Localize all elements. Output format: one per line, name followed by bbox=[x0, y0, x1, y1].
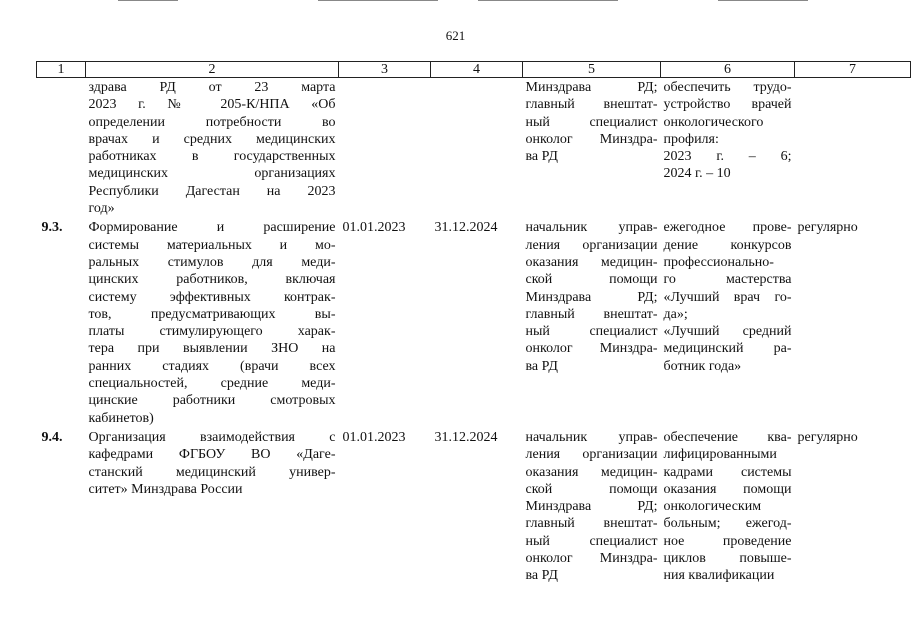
text-line: обеспечить трудо- bbox=[663, 80, 792, 95]
text-line: определении потребности во bbox=[88, 114, 336, 130]
table-row bbox=[37, 217, 911, 427]
table-row bbox=[37, 78, 911, 218]
text-line: Минздрава РД; bbox=[525, 499, 658, 515]
text-line: лифицированными bbox=[663, 447, 777, 463]
text-line: работниках в государственных bbox=[88, 149, 336, 165]
row-result bbox=[661, 78, 795, 218]
row-end-date: 31.12.2024 bbox=[434, 429, 498, 445]
text-line: начальник управ- bbox=[525, 429, 658, 445]
text-line: кабинетов) bbox=[88, 410, 154, 426]
text-line: ральных стимулов для меди- bbox=[88, 254, 336, 270]
text-line: цинские работники смотровых bbox=[88, 393, 336, 409]
row-number: 9.4. bbox=[41, 429, 63, 445]
text-line: «Лучший средний bbox=[663, 324, 792, 340]
text-line: ва РД bbox=[525, 149, 558, 165]
text-line: оказания медицин- bbox=[525, 464, 658, 480]
text-line: онколог Минздра- bbox=[525, 131, 658, 147]
row-result bbox=[661, 427, 795, 585]
text-line: да»; bbox=[663, 306, 688, 322]
row-number: 9.3. bbox=[41, 220, 63, 236]
text-line: системы материальных и мо- bbox=[88, 237, 336, 253]
row-end-date: 31.12.2024 bbox=[434, 220, 498, 236]
text-line: обеспечение ква- bbox=[663, 429, 792, 445]
text-line: ный специалист bbox=[525, 114, 658, 130]
text-line: год» bbox=[88, 201, 115, 217]
column-header-1: 1 bbox=[37, 62, 86, 78]
text-line: главный внештат- bbox=[525, 516, 658, 532]
column-header-4: 4 bbox=[431, 62, 523, 78]
text-line: дение конкурсов bbox=[663, 237, 792, 253]
text-line: кадрами системы bbox=[663, 464, 792, 480]
text-line: ное проведение bbox=[663, 533, 792, 549]
column-header-7: 7 bbox=[795, 62, 911, 78]
row-frequency: регулярно bbox=[797, 220, 858, 236]
text-line: здрава РД от 23 марта bbox=[88, 80, 336, 95]
page-number: 621 bbox=[445, 28, 466, 43]
text-line: кафедрами ФГБОУ ВО «Даге- bbox=[88, 447, 336, 463]
text-line: начальник управ- bbox=[525, 220, 658, 236]
column-header-6: 6 bbox=[661, 62, 795, 78]
text-line: Минздрава РД; bbox=[525, 80, 658, 95]
text-line: медицинский ра- bbox=[663, 341, 792, 357]
text-line: ситет» Минздрава России bbox=[88, 481, 243, 497]
text-line: платы стимулирующего харак- bbox=[88, 324, 336, 340]
row-start-date: 01.01.2023 bbox=[342, 220, 406, 236]
row-description bbox=[86, 78, 339, 218]
row-responsible bbox=[523, 427, 661, 585]
text-line: Формирование и расширение bbox=[88, 220, 336, 236]
row-description bbox=[86, 427, 339, 585]
text-line: онколог Минздра- bbox=[525, 551, 658, 567]
column-header-3: 3 bbox=[339, 62, 431, 78]
text-line: тов, предусматривающих вы- bbox=[88, 306, 336, 322]
text-line: ежегодное прове- bbox=[663, 220, 792, 236]
text-line: врачах и средних медицинских bbox=[88, 131, 336, 147]
text-line: ный специалист bbox=[525, 533, 658, 549]
text-line: Организация взаимодействия с bbox=[88, 429, 336, 445]
text-line: профиля: bbox=[663, 131, 719, 147]
row-frequency: регулярно bbox=[797, 429, 858, 445]
document-table bbox=[36, 61, 911, 585]
scan-top-edge bbox=[0, 0, 911, 2]
row-start-date bbox=[339, 78, 431, 218]
text-line: ния квалификации bbox=[663, 568, 775, 584]
text-line: онкологическим bbox=[663, 499, 762, 515]
text-line: «Лучший врач го- bbox=[663, 289, 792, 305]
table-row bbox=[37, 427, 911, 585]
text-line: циклов повыше- bbox=[663, 551, 792, 567]
row-responsible bbox=[523, 78, 661, 218]
text-line: ления организации bbox=[525, 447, 658, 463]
column-header-2: 2 bbox=[86, 62, 339, 78]
text-line: систему эффективных контрак- bbox=[88, 289, 336, 305]
text-line: онколог Минздра- bbox=[525, 341, 658, 357]
row-end-date bbox=[431, 78, 523, 218]
text-line: медицинских организациях bbox=[88, 166, 336, 182]
row-number bbox=[37, 78, 86, 218]
text-line: ления организации bbox=[525, 237, 658, 253]
column-header-5: 5 bbox=[523, 62, 661, 78]
text-line: ской помощи bbox=[525, 481, 658, 497]
text-line: ранних стадиях (врачи всех bbox=[88, 358, 336, 374]
table-body bbox=[37, 78, 911, 585]
row-start-date: 01.01.2023 bbox=[342, 429, 406, 445]
text-line: оказания медицин- bbox=[525, 254, 658, 270]
text-line: оказания помощи bbox=[663, 481, 792, 497]
text-line: 2024 г. – 10 bbox=[663, 166, 731, 182]
row-result bbox=[661, 217, 795, 427]
text-line: ской помощи bbox=[525, 272, 658, 288]
row-responsible bbox=[523, 217, 661, 427]
text-line: профессионально- bbox=[663, 254, 774, 270]
text-line: цинских работников, включая bbox=[88, 272, 336, 288]
text-line: Минздрава РД; bbox=[525, 289, 658, 305]
column-header-row bbox=[37, 62, 911, 78]
text-line: специальностей, средние меди- bbox=[88, 376, 336, 392]
text-line: го мастерства bbox=[663, 272, 792, 288]
text-line: главный внештат- bbox=[525, 97, 658, 113]
text-line: 2023 г. № 205-К/НПА «Об bbox=[88, 97, 336, 113]
text-line: Республики Дагестан на 2023 bbox=[88, 183, 336, 199]
row-description bbox=[86, 217, 339, 427]
text-line: ва РД bbox=[525, 358, 558, 374]
text-line: больным; ежегод- bbox=[663, 516, 792, 532]
text-line: ный специалист bbox=[525, 324, 658, 340]
text-line: ботник года» bbox=[663, 358, 742, 374]
text-line: тера при выявлении ЗНО на bbox=[88, 341, 336, 357]
text-line: устройство врачей bbox=[663, 97, 792, 113]
text-line: 2023 г. – 6; bbox=[663, 149, 792, 165]
row-frequency bbox=[795, 78, 911, 218]
text-line: онкологического bbox=[663, 114, 764, 130]
text-line: главный внештат- bbox=[525, 306, 658, 322]
text-line: станский медицинский универ- bbox=[88, 464, 336, 480]
text-line: ва РД bbox=[525, 568, 558, 584]
